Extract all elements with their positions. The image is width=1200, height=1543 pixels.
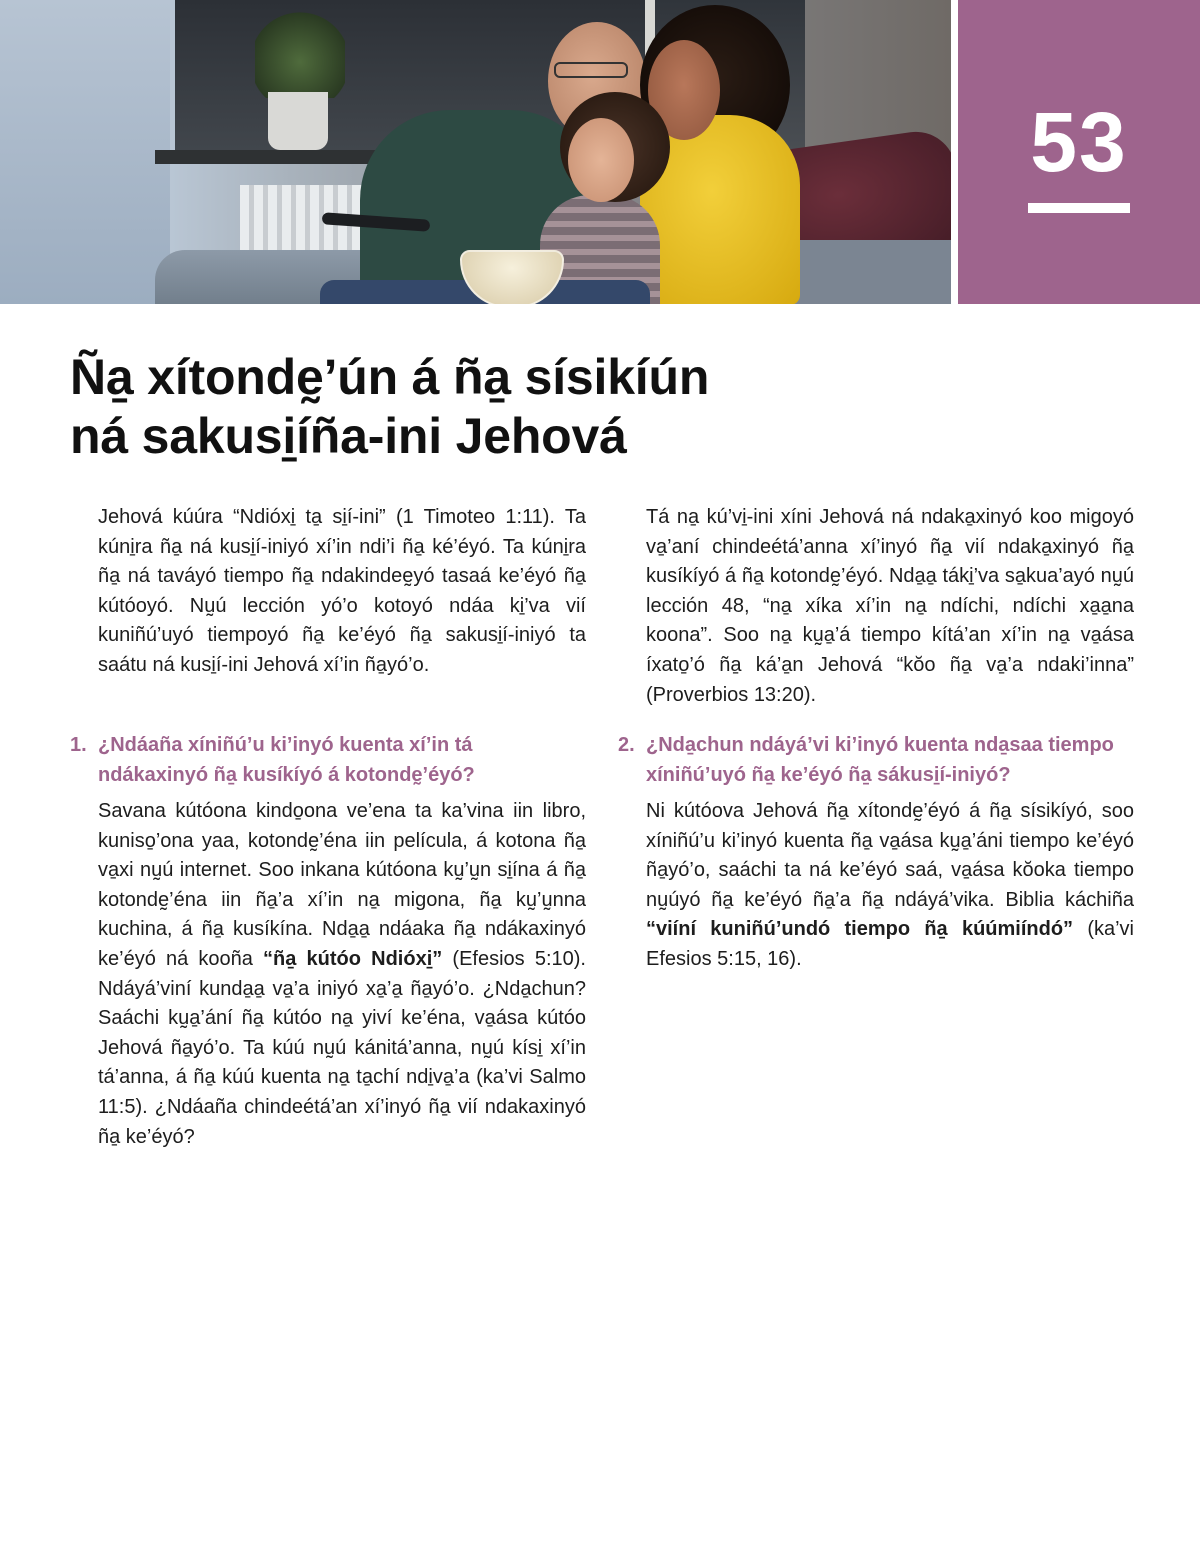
- question-1-text: ¿Ndáaña xíniñú’u ki’inyó kuenta xí’in tá ndákaxinyó ña̱ kusíkíyó á kotondḛ’éyó?: [98, 734, 475, 786]
- lesson-badge: [958, 0, 1200, 304]
- glasses: [554, 62, 628, 78]
- plant: [255, 8, 345, 98]
- section-1-text-a: Savana kútóona kindo̱ona ve’ena ta ka’vina iin libro, kuniso̱’ona yaa, kotondḛ’éna iin película, á kotona ña̱ va̱xi nṵú internet. Soo inkana kútóona kṵ’ṵn si̱ína á ña̱ kotondḛ’éna iin ña̱’a xí’in na̱ migona, ña̱ kṵ’ṵnna kuchina, á ña̱ kusíkína. Nda̱a̱ ndáaka ña̱ ndákaxinyó ke’éyó ná kooña: [98, 800, 586, 970]
- section-1-body: [98, 797, 586, 1152]
- plant-pot: [268, 92, 328, 150]
- question-2-number: 2.: [618, 734, 635, 756]
- left-column: [98, 503, 586, 681]
- question-1: [70, 731, 568, 790]
- section-2-text-a: Ni kútóova Jehová ña̱ xítondḛ’éyó á ña̱ sísikíyó, soo xíniñú’u ki’inyó kuenta ña̱ va̱ása kṵa̱’áni tiempo ke’éyó ña̱yó’o, saáchi ta ná ke’éyó saá, va̱ása kŏoka tiempo nṵúyó ña̱ ke’éyó ña̱’a ña̱ ndáyá’vika. Biblia káchiña: [646, 800, 1134, 911]
- wall: [0, 0, 170, 304]
- intro-paragraph: Jehová kúúra “Ndióxi̱ ta̱ si̱í-ini” (1 Timoteo 1:11). Ta kúni̱ra ña̱ ná kusi̱í-iniyó xí’in ndi’i ña̱ ké’éyó. Ta kúni̱ra ña̱ ná taváyó tiempo ña̱ ndakindeḛyó tasaá ke’éyó ña̱ kútóoyó. Nṵú lección yó’o kotoyó ndáa ki̱’va vií kuniñú’uyó tiempoyó ña̱ ke’éyó ña̱ sakusi̱í-iniyó ta saátu ná kusi̱í-ini Jehová xí’in ña̱yó’o.: [98, 506, 586, 676]
- section-2-body: [646, 797, 1134, 975]
- title-line-1: Ña̱ xítondḛ’ún á ña̱ sísikíún: [70, 349, 710, 405]
- section-2-paragraph: [646, 797, 1134, 975]
- section-2-quote: “viíní kuniñú’undó tiempo ña̱ kúúmiíndó”: [646, 918, 1074, 941]
- page-title: [70, 348, 890, 466]
- section-2-text-b: (ka’vi Efesios 5:15, 16).: [646, 918, 1134, 970]
- section-1-quote: “ña̱ kútóo Ndióxi̱”: [263, 947, 443, 970]
- question-2-text: ¿Nda̱chun ndáyá’vi ki’inyó kuenta nda̱saa tiempo xíniñú’uyó ña̱ ke’éyó ña̱ sákusi̱í-iniyó?: [646, 734, 1114, 786]
- right-intro-paragraph: Tá na̱ kú’vi̱-ini xíni Jehová ná ndaka̱xinyó koo migoyó va̱’aní chindeétá’anna xí’inyó ña̱ vií ndaka̱xinyó ña̱ kusíkíyó á ña̱ kotondḛ’éyó. Nda̱a̱ táki̱’va sa̱kua’ayó nṵú lección 48, “na̱ xíka xí’in na̱ ndíchi, ndíchi xa̱a̱na koona”. Soo na̱ kṵa̱’á tiempo kítá’an xí’in na̱ va̱ása íxato̱’ó ña̱ ká’a̱n Jehová “kŏo ña̱ va̱’a ndaki’inna” (Proverbios 13:20).: [646, 506, 1134, 706]
- right-column: [646, 503, 1134, 710]
- section-1-text-b: (Efesios 5:10). Ndáyá’viní kunda̱a̱ va̱’a iniyó xa̱’a̱ ña̱yó’o. ¿Nda̱chun? Saáchi kṵa̱’ání ña̱ kútóo na̱ yiví ke’éna, va̱ása kútóo Jehová ña̱yó’o. Ta kúú nṵú kánitá’anna, nṵú kísi̱ xí’in tá’anna, á ña̱ kúú kuenta na̱ ta̱chí ndi̱va̱’a (ka’vi Salmo 11:5). ¿Ndáaña chindeétá’an xí’inyó ña̱ vií ndakaxinyó ña̱ ke’éyó?: [98, 947, 586, 1148]
- hero-photo: [0, 0, 951, 304]
- section-1-paragraph: [98, 797, 586, 1152]
- question-1-number: 1.: [70, 734, 87, 756]
- lesson-underline: [1028, 203, 1130, 213]
- girl-face: [568, 118, 634, 202]
- title-line-2: ná sakusi̱íña-ini Jehová: [70, 408, 627, 464]
- lesson-number: 53: [1030, 95, 1128, 189]
- question-2: [618, 731, 1136, 790]
